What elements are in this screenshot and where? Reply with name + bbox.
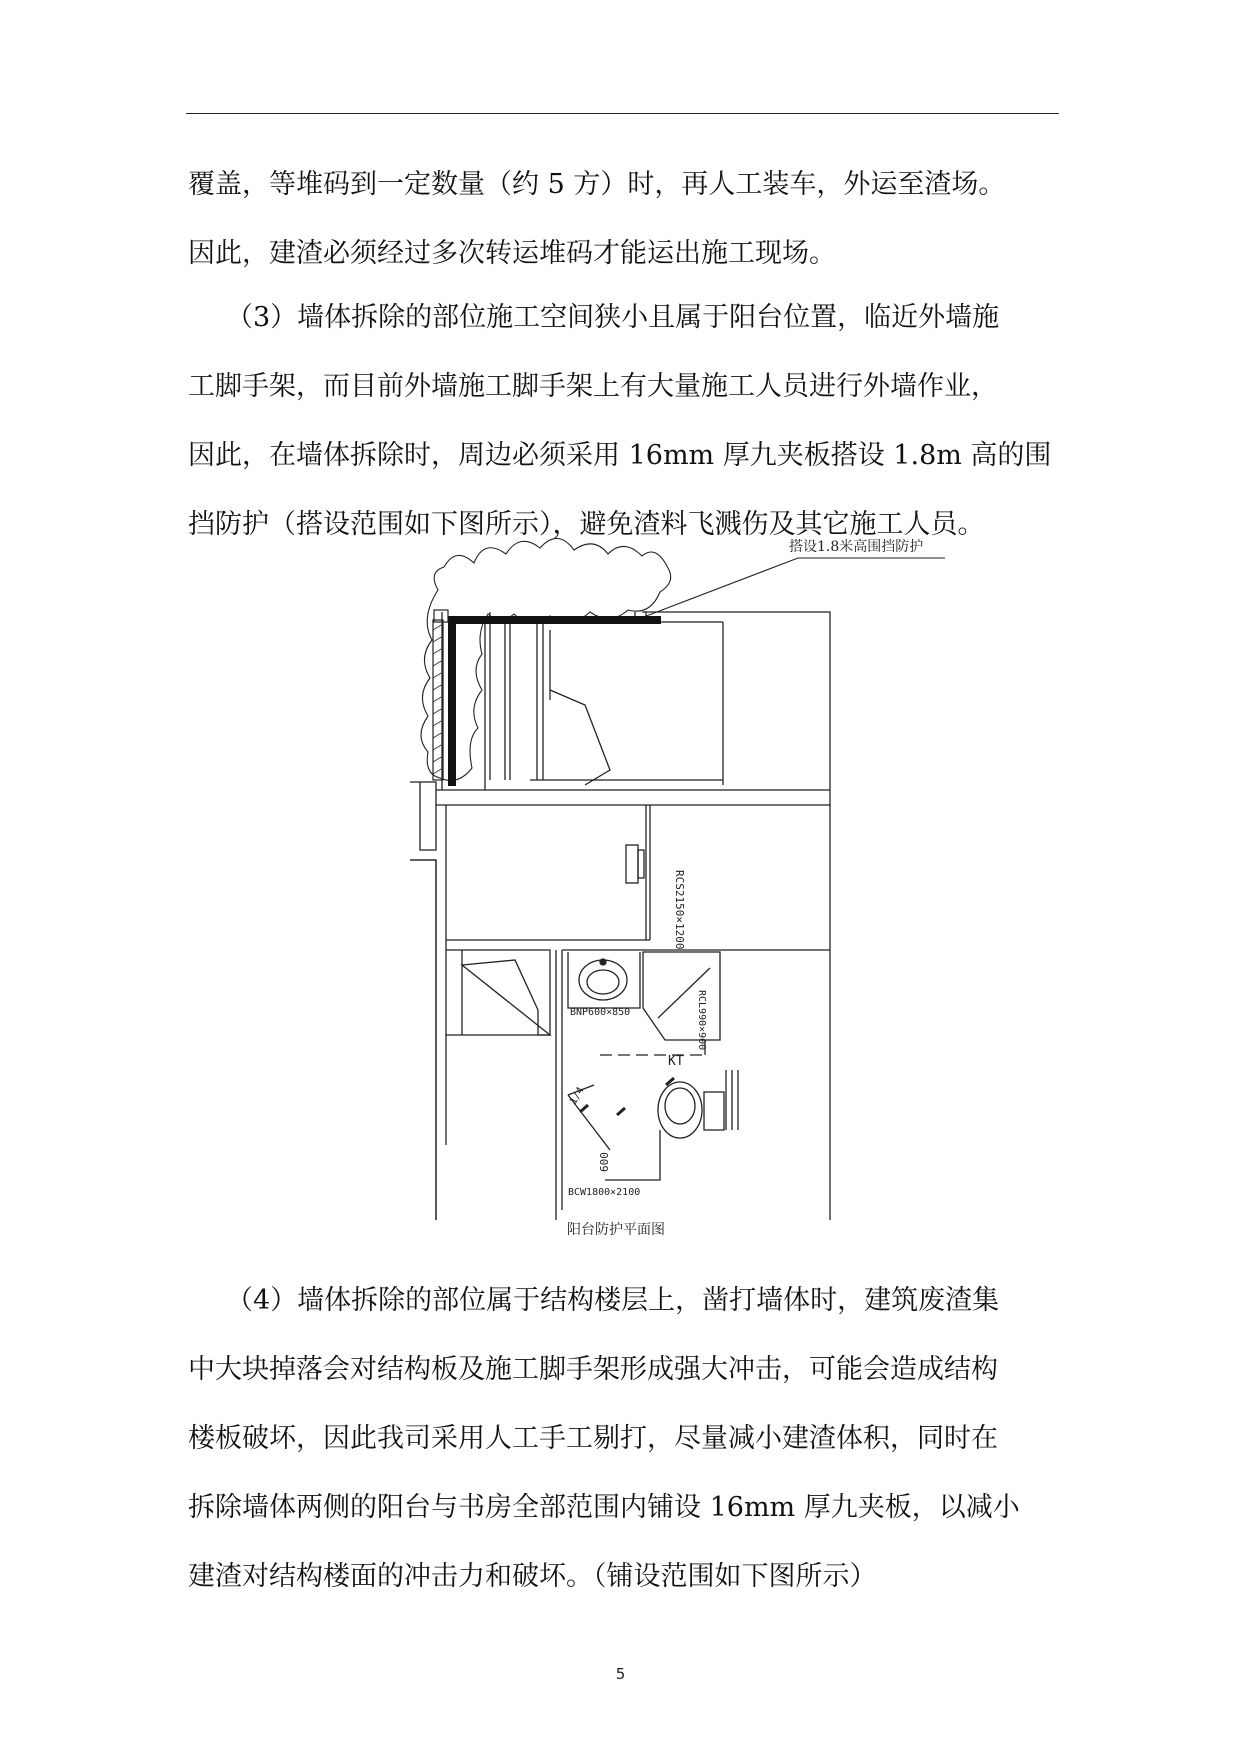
text-line: 工脚手架，而目前外墙施工脚手架上有大量施工人员进行外墙作业， [188,371,998,402]
balcony-floor-plan [410,530,975,1220]
barrier-top-segment [448,616,661,624]
text-line: 挡防护（搭设范围如下图所示），避免渣料飞溅伤及其它施工人员。 [188,509,985,540]
text-line: 建渣对结构楼面的冲击力和破坏。（铺设范围如下图所示） [188,1561,877,1592]
callout-leader-line [628,558,945,623]
shower-label: RCL990×900 [696,990,707,1051]
paragraph-3 [188,1266,1058,1611]
protection-cloud-outline [421,538,671,780]
text-line: 中大块掉落会对结构板及施工脚手架形成强大冲击，可能会造成结构 [188,1354,998,1385]
text-line: （3）墙体拆除的部位施工空间狭小且属于阳台位置，临近外墙施 [226,302,1000,333]
text-line: 楼板破坏，因此我司采用人工手工剔打，尽量减小建渣体积，同时在 [188,1423,998,1454]
text-line: 因此，在墙体拆除时，周边必须采用 16mm 厚九夹板搭设 1.8m 高的围 [188,440,1052,471]
door-label: BCW1800×2100 [568,1187,641,1198]
basin-label: BNP600×850 [570,1007,631,1018]
barrier-side-segment [448,616,456,786]
toilet-shape [658,1082,702,1138]
window-label: RCS2150×1200 [673,870,686,950]
floor-plan-drawing [410,530,975,1220]
header-rule [186,113,1059,114]
angle-label: 1/4 [568,1085,587,1107]
paragraph-1 [188,150,1058,288]
dimension-label: 600 [598,1152,611,1172]
figure-callout: 搭设1.8米高围挡防护 [789,539,924,555]
text-line: 拆除墙体两侧的阳台与书房全部范围内铺设 16mm 厚九夹板，以减小 [188,1492,1020,1523]
text-line: 覆盖，等堆码到一定数量（约 5 方）时，再人工装车，外运至渣场。 [188,169,1006,200]
kt-label: KT [668,1054,684,1069]
figure-caption: 阳台防护平面图 [567,1222,665,1238]
balcony-outline [485,612,635,790]
outer-wall-right [642,612,830,1220]
chair-shape [626,845,638,883]
text-line: 因此，建渣必须经过多次转运堆码才能运出施工现场。 [188,238,836,269]
text-line: （4）墙体拆除的部位属于结构楼层上，凿打墙体时，建筑废渣集 [226,1285,1000,1316]
page-number: 5 [615,1665,626,1683]
paragraph-2 [188,283,1058,559]
